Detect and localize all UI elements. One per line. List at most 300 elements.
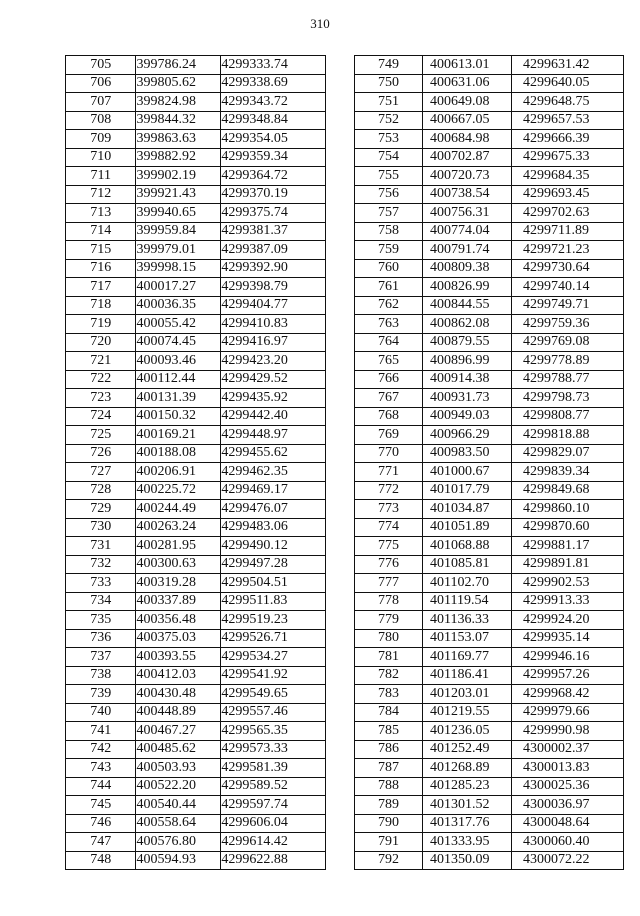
point-number-cell: 748 xyxy=(66,851,136,870)
y-coordinate-cell: 4299370.19 xyxy=(221,185,326,204)
table-row xyxy=(66,537,326,556)
point-number-cell: 765 xyxy=(355,352,423,371)
y-coordinate-cell: 4299338.69 xyxy=(221,74,326,93)
x-coordinate-cell: 400667.05 xyxy=(423,111,512,130)
point-number-cell: 781 xyxy=(355,648,423,667)
coordinates-table-body xyxy=(66,56,326,870)
point-number-cell: 709 xyxy=(66,130,136,149)
coordinates-table-left xyxy=(65,55,326,870)
table-row xyxy=(355,629,624,648)
point-number-cell: 764 xyxy=(355,333,423,352)
table-row xyxy=(355,814,624,833)
x-coordinate-cell: 401068.88 xyxy=(423,537,512,556)
table-row xyxy=(355,407,624,426)
point-number-cell: 789 xyxy=(355,796,423,815)
table-row xyxy=(66,666,326,685)
y-coordinate-cell: 4299541.92 xyxy=(221,666,326,685)
x-coordinate-cell: 400393.55 xyxy=(136,648,221,667)
x-coordinate-cell: 400356.48 xyxy=(136,611,221,630)
x-coordinate-cell: 400826.99 xyxy=(423,278,512,297)
x-coordinate-cell: 400206.91 xyxy=(136,463,221,482)
x-coordinate-cell: 400244.49 xyxy=(136,500,221,519)
table-row xyxy=(355,204,624,223)
table-row xyxy=(66,296,326,315)
x-coordinate-cell: 400074.45 xyxy=(136,333,221,352)
point-number-cell: 735 xyxy=(66,611,136,630)
y-coordinate-cell: 4299788.77 xyxy=(512,370,624,389)
point-number-cell: 763 xyxy=(355,315,423,334)
point-number-cell: 783 xyxy=(355,685,423,704)
y-coordinate-cell: 4299469.17 xyxy=(221,481,326,500)
y-coordinate-cell: 4299526.71 xyxy=(221,629,326,648)
x-coordinate-cell: 401034.87 xyxy=(423,500,512,519)
table-row xyxy=(66,204,326,223)
table-row xyxy=(66,241,326,260)
x-coordinate-cell: 399824.98 xyxy=(136,93,221,112)
y-coordinate-cell: 4299490.12 xyxy=(221,537,326,556)
point-number-cell: 738 xyxy=(66,666,136,685)
point-number-cell: 751 xyxy=(355,93,423,112)
table-row xyxy=(66,278,326,297)
table-row xyxy=(66,814,326,833)
x-coordinate-cell: 400093.46 xyxy=(136,352,221,371)
table-row xyxy=(66,851,326,870)
y-coordinate-cell: 4300048.64 xyxy=(512,814,624,833)
coordinates-table-right xyxy=(354,55,624,870)
y-coordinate-cell: 4300060.40 xyxy=(512,833,624,852)
x-coordinate-cell: 399959.84 xyxy=(136,222,221,241)
y-coordinate-cell: 4299860.10 xyxy=(512,500,624,519)
table-row xyxy=(66,333,326,352)
table-row xyxy=(355,74,624,93)
x-coordinate-cell: 400112.44 xyxy=(136,370,221,389)
y-coordinate-cell: 4299870.60 xyxy=(512,518,624,537)
y-coordinate-cell: 4299675.33 xyxy=(512,148,624,167)
point-number-cell: 742 xyxy=(66,740,136,759)
x-coordinate-cell: 400931.73 xyxy=(423,389,512,408)
x-coordinate-cell: 399863.63 xyxy=(136,130,221,149)
page-number: 310 xyxy=(310,16,330,31)
point-number-cell: 776 xyxy=(355,555,423,574)
table-row xyxy=(355,370,624,389)
y-coordinate-cell: 4299504.51 xyxy=(221,574,326,593)
table-row xyxy=(355,259,624,278)
table-row xyxy=(355,851,624,870)
y-coordinate-cell: 4299476.07 xyxy=(221,500,326,519)
x-coordinate-cell: 399805.62 xyxy=(136,74,221,93)
x-coordinate-cell: 400131.39 xyxy=(136,389,221,408)
x-coordinate-cell: 399882.92 xyxy=(136,148,221,167)
point-number-cell: 775 xyxy=(355,537,423,556)
y-coordinate-cell: 4299549.65 xyxy=(221,685,326,704)
point-number-cell: 777 xyxy=(355,574,423,593)
table-row xyxy=(66,740,326,759)
point-number-cell: 732 xyxy=(66,555,136,574)
y-coordinate-cell: 4299364.72 xyxy=(221,167,326,186)
table-row xyxy=(66,185,326,204)
point-number-cell: 723 xyxy=(66,389,136,408)
y-coordinate-cell: 4299497.28 xyxy=(221,555,326,574)
table-row xyxy=(66,500,326,519)
point-number-cell: 718 xyxy=(66,296,136,315)
point-number-cell: 756 xyxy=(355,185,423,204)
x-coordinate-cell: 400684.98 xyxy=(423,130,512,149)
point-number-cell: 750 xyxy=(355,74,423,93)
point-number-cell: 712 xyxy=(66,185,136,204)
y-coordinate-cell: 4299881.17 xyxy=(512,537,624,556)
point-number-cell: 769 xyxy=(355,426,423,445)
table-row xyxy=(355,481,624,500)
table-row xyxy=(66,315,326,334)
y-coordinate-cell: 4299348.84 xyxy=(221,111,326,130)
point-number-cell: 721 xyxy=(66,352,136,371)
y-coordinate-cell: 4299448.97 xyxy=(221,426,326,445)
y-coordinate-cell: 4299375.74 xyxy=(221,204,326,223)
table-row xyxy=(66,148,326,167)
x-coordinate-cell: 401350.09 xyxy=(423,851,512,870)
point-number-cell: 716 xyxy=(66,259,136,278)
x-coordinate-cell: 399998.15 xyxy=(136,259,221,278)
point-number-cell: 745 xyxy=(66,796,136,815)
y-coordinate-cell: 4299597.74 xyxy=(221,796,326,815)
table-row xyxy=(66,93,326,112)
point-number-cell: 757 xyxy=(355,204,423,223)
table-row xyxy=(66,167,326,186)
point-number-cell: 734 xyxy=(66,592,136,611)
x-coordinate-cell: 400702.87 xyxy=(423,148,512,167)
x-coordinate-cell: 400862.08 xyxy=(423,315,512,334)
table-row xyxy=(355,555,624,574)
x-coordinate-cell: 400594.93 xyxy=(136,851,221,870)
table-row xyxy=(66,574,326,593)
point-number-cell: 759 xyxy=(355,241,423,260)
table-row xyxy=(355,111,624,130)
y-coordinate-cell: 4299333.74 xyxy=(221,56,326,75)
x-coordinate-cell: 400036.35 xyxy=(136,296,221,315)
point-number-cell: 766 xyxy=(355,370,423,389)
point-number-cell: 741 xyxy=(66,722,136,741)
y-coordinate-cell: 4299749.71 xyxy=(512,296,624,315)
y-coordinate-cell: 4299622.88 xyxy=(221,851,326,870)
table-row xyxy=(66,259,326,278)
point-number-cell: 724 xyxy=(66,407,136,426)
point-number-cell: 707 xyxy=(66,93,136,112)
table-row xyxy=(355,777,624,796)
table-row xyxy=(355,463,624,482)
table-row xyxy=(355,315,624,334)
point-number-cell: 736 xyxy=(66,629,136,648)
y-coordinate-cell: 4299693.45 xyxy=(512,185,624,204)
x-coordinate-cell: 400558.64 xyxy=(136,814,221,833)
x-coordinate-cell: 400188.08 xyxy=(136,444,221,463)
x-coordinate-cell: 401186.41 xyxy=(423,666,512,685)
x-coordinate-cell: 401236.05 xyxy=(423,722,512,741)
table-row xyxy=(66,444,326,463)
y-coordinate-cell: 4299483.06 xyxy=(221,518,326,537)
table-row xyxy=(66,463,326,482)
y-coordinate-cell: 4299711.89 xyxy=(512,222,624,241)
point-number-cell: 726 xyxy=(66,444,136,463)
y-coordinate-cell: 4300036.97 xyxy=(512,796,624,815)
x-coordinate-cell: 401252.49 xyxy=(423,740,512,759)
point-number-cell: 779 xyxy=(355,611,423,630)
x-coordinate-cell: 399979.01 xyxy=(136,241,221,260)
y-coordinate-cell: 4299935.14 xyxy=(512,629,624,648)
table-row xyxy=(355,703,624,722)
table-row xyxy=(66,759,326,778)
point-number-cell: 749 xyxy=(355,56,423,75)
x-coordinate-cell: 399940.65 xyxy=(136,204,221,223)
point-number-cell: 737 xyxy=(66,648,136,667)
y-coordinate-cell: 4299462.35 xyxy=(221,463,326,482)
point-number-cell: 758 xyxy=(355,222,423,241)
point-number-cell: 717 xyxy=(66,278,136,297)
y-coordinate-cell: 4300002.37 xyxy=(512,740,624,759)
y-coordinate-cell: 4299808.77 xyxy=(512,407,624,426)
point-number-cell: 784 xyxy=(355,703,423,722)
table-row xyxy=(355,93,624,112)
y-coordinate-cell: 4299410.83 xyxy=(221,315,326,334)
y-coordinate-cell: 4299573.33 xyxy=(221,740,326,759)
y-coordinate-cell: 4299702.63 xyxy=(512,204,624,223)
x-coordinate-cell: 401153.07 xyxy=(423,629,512,648)
y-coordinate-cell: 4299946.16 xyxy=(512,648,624,667)
table-row xyxy=(66,352,326,371)
y-coordinate-cell: 4299759.36 xyxy=(512,315,624,334)
table-row xyxy=(355,296,624,315)
point-number-cell: 752 xyxy=(355,111,423,130)
y-coordinate-cell: 4299416.97 xyxy=(221,333,326,352)
x-coordinate-cell: 400738.54 xyxy=(423,185,512,204)
y-coordinate-cell: 4299557.46 xyxy=(221,703,326,722)
table-row xyxy=(355,740,624,759)
table-row xyxy=(355,426,624,445)
point-number-cell: 744 xyxy=(66,777,136,796)
table-row xyxy=(66,389,326,408)
point-number-cell: 762 xyxy=(355,296,423,315)
x-coordinate-cell: 401136.33 xyxy=(423,611,512,630)
point-number-cell: 725 xyxy=(66,426,136,445)
point-number-cell: 754 xyxy=(355,148,423,167)
point-number-cell: 771 xyxy=(355,463,423,482)
y-coordinate-cell: 4299398.79 xyxy=(221,278,326,297)
point-number-cell: 772 xyxy=(355,481,423,500)
x-coordinate-cell: 399921.43 xyxy=(136,185,221,204)
point-number-cell: 767 xyxy=(355,389,423,408)
x-coordinate-cell: 400485.62 xyxy=(136,740,221,759)
x-coordinate-cell: 400017.27 xyxy=(136,278,221,297)
x-coordinate-cell: 400720.73 xyxy=(423,167,512,186)
point-number-cell: 791 xyxy=(355,833,423,852)
point-number-cell: 711 xyxy=(66,167,136,186)
x-coordinate-cell: 400281.95 xyxy=(136,537,221,556)
x-coordinate-cell: 400503.93 xyxy=(136,759,221,778)
y-coordinate-cell: 4299640.05 xyxy=(512,74,624,93)
y-coordinate-cell: 4299968.42 xyxy=(512,685,624,704)
y-coordinate-cell: 4299891.81 xyxy=(512,555,624,574)
table-row xyxy=(66,777,326,796)
y-coordinate-cell: 4300025.36 xyxy=(512,777,624,796)
x-coordinate-cell: 400809.38 xyxy=(423,259,512,278)
x-coordinate-cell: 400613.01 xyxy=(423,56,512,75)
x-coordinate-cell: 400522.20 xyxy=(136,777,221,796)
table-row xyxy=(355,666,624,685)
y-coordinate-cell: 4299455.62 xyxy=(221,444,326,463)
coordinates-table-body xyxy=(355,56,624,870)
x-coordinate-cell: 399786.24 xyxy=(136,56,221,75)
x-coordinate-cell: 400430.48 xyxy=(136,685,221,704)
point-number-cell: 706 xyxy=(66,74,136,93)
point-number-cell: 790 xyxy=(355,814,423,833)
y-coordinate-cell: 4299581.39 xyxy=(221,759,326,778)
y-coordinate-cell: 4299829.07 xyxy=(512,444,624,463)
x-coordinate-cell: 400337.89 xyxy=(136,592,221,611)
y-coordinate-cell: 4299423.20 xyxy=(221,352,326,371)
x-coordinate-cell: 400966.29 xyxy=(423,426,512,445)
x-coordinate-cell: 400949.03 xyxy=(423,407,512,426)
x-coordinate-cell: 400055.42 xyxy=(136,315,221,334)
table-row xyxy=(355,185,624,204)
point-number-cell: 785 xyxy=(355,722,423,741)
table-row xyxy=(355,333,624,352)
point-number-cell: 792 xyxy=(355,851,423,870)
x-coordinate-cell: 401119.54 xyxy=(423,592,512,611)
y-coordinate-cell: 4299343.72 xyxy=(221,93,326,112)
point-number-cell: 729 xyxy=(66,500,136,519)
table-row xyxy=(355,796,624,815)
point-number-cell: 770 xyxy=(355,444,423,463)
y-coordinate-cell: 4299589.52 xyxy=(221,777,326,796)
y-coordinate-cell: 4299606.04 xyxy=(221,814,326,833)
y-coordinate-cell: 4299392.90 xyxy=(221,259,326,278)
x-coordinate-cell: 400649.08 xyxy=(423,93,512,112)
point-number-cell: 713 xyxy=(66,204,136,223)
table-row xyxy=(66,833,326,852)
y-coordinate-cell: 4299778.89 xyxy=(512,352,624,371)
table-row xyxy=(66,481,326,500)
x-coordinate-cell: 400300.63 xyxy=(136,555,221,574)
point-number-cell: 760 xyxy=(355,259,423,278)
x-coordinate-cell: 401203.01 xyxy=(423,685,512,704)
x-coordinate-cell: 400225.72 xyxy=(136,481,221,500)
point-number-cell: 743 xyxy=(66,759,136,778)
y-coordinate-cell: 4299354.05 xyxy=(221,130,326,149)
point-number-cell: 727 xyxy=(66,463,136,482)
point-number-cell: 708 xyxy=(66,111,136,130)
table-row xyxy=(355,518,624,537)
x-coordinate-cell: 400631.06 xyxy=(423,74,512,93)
point-number-cell: 786 xyxy=(355,740,423,759)
table-row xyxy=(355,56,624,75)
y-coordinate-cell: 4299684.35 xyxy=(512,167,624,186)
x-coordinate-cell: 400844.55 xyxy=(423,296,512,315)
y-coordinate-cell: 4299359.34 xyxy=(221,148,326,167)
x-coordinate-cell: 400375.03 xyxy=(136,629,221,648)
x-coordinate-cell: 401017.79 xyxy=(423,481,512,500)
x-coordinate-cell: 401268.89 xyxy=(423,759,512,778)
table-row xyxy=(66,56,326,75)
table-row xyxy=(355,722,624,741)
table-row xyxy=(355,648,624,667)
point-number-cell: 714 xyxy=(66,222,136,241)
x-coordinate-cell: 401051.89 xyxy=(423,518,512,537)
x-coordinate-cell: 400467.27 xyxy=(136,722,221,741)
y-coordinate-cell: 4299721.23 xyxy=(512,241,624,260)
y-coordinate-cell: 4299631.42 xyxy=(512,56,624,75)
table-row xyxy=(66,796,326,815)
table-row xyxy=(355,389,624,408)
y-coordinate-cell: 4299902.53 xyxy=(512,574,624,593)
point-number-cell: 730 xyxy=(66,518,136,537)
point-number-cell: 774 xyxy=(355,518,423,537)
x-coordinate-cell: 401301.52 xyxy=(423,796,512,815)
table-row xyxy=(355,611,624,630)
x-coordinate-cell: 400914.38 xyxy=(423,370,512,389)
y-coordinate-cell: 4299924.20 xyxy=(512,611,624,630)
y-coordinate-cell: 4299990.98 xyxy=(512,722,624,741)
y-coordinate-cell: 4299979.66 xyxy=(512,703,624,722)
point-number-cell: 722 xyxy=(66,370,136,389)
table-row xyxy=(355,759,624,778)
table-row xyxy=(355,574,624,593)
table-row xyxy=(355,537,624,556)
point-number-cell: 768 xyxy=(355,407,423,426)
table-row xyxy=(355,352,624,371)
y-coordinate-cell: 4299614.42 xyxy=(221,833,326,852)
y-coordinate-cell: 4299565.35 xyxy=(221,722,326,741)
y-coordinate-cell: 4299648.75 xyxy=(512,93,624,112)
x-coordinate-cell: 400263.24 xyxy=(136,518,221,537)
table-row xyxy=(355,222,624,241)
table-row xyxy=(355,241,624,260)
y-coordinate-cell: 4300013.83 xyxy=(512,759,624,778)
table-row xyxy=(66,518,326,537)
y-coordinate-cell: 4299769.08 xyxy=(512,333,624,352)
x-coordinate-cell: 400412.03 xyxy=(136,666,221,685)
table-row xyxy=(66,592,326,611)
y-coordinate-cell: 4299429.52 xyxy=(221,370,326,389)
point-number-cell: 773 xyxy=(355,500,423,519)
y-coordinate-cell: 4299740.14 xyxy=(512,278,624,297)
y-coordinate-cell: 4299957.26 xyxy=(512,666,624,685)
table-row xyxy=(66,611,326,630)
x-coordinate-cell: 401085.81 xyxy=(423,555,512,574)
y-coordinate-cell: 4299404.77 xyxy=(221,296,326,315)
table-row xyxy=(66,370,326,389)
x-coordinate-cell: 401333.95 xyxy=(423,833,512,852)
x-coordinate-cell: 400150.32 xyxy=(136,407,221,426)
x-coordinate-cell: 400983.50 xyxy=(423,444,512,463)
table-row xyxy=(66,722,326,741)
point-number-cell: 740 xyxy=(66,703,136,722)
point-number-cell: 782 xyxy=(355,666,423,685)
y-coordinate-cell: 4299442.40 xyxy=(221,407,326,426)
table-row xyxy=(66,74,326,93)
x-coordinate-cell: 400540.44 xyxy=(136,796,221,815)
y-coordinate-cell: 4299730.64 xyxy=(512,259,624,278)
point-number-cell: 778 xyxy=(355,592,423,611)
point-number-cell: 753 xyxy=(355,130,423,149)
point-number-cell: 739 xyxy=(66,685,136,704)
table-row xyxy=(355,592,624,611)
x-coordinate-cell: 400576.80 xyxy=(136,833,221,852)
point-number-cell: 728 xyxy=(66,481,136,500)
point-number-cell: 747 xyxy=(66,833,136,852)
table-row xyxy=(66,222,326,241)
x-coordinate-cell: 400169.21 xyxy=(136,426,221,445)
table-row xyxy=(355,444,624,463)
x-coordinate-cell: 401285.23 xyxy=(423,777,512,796)
